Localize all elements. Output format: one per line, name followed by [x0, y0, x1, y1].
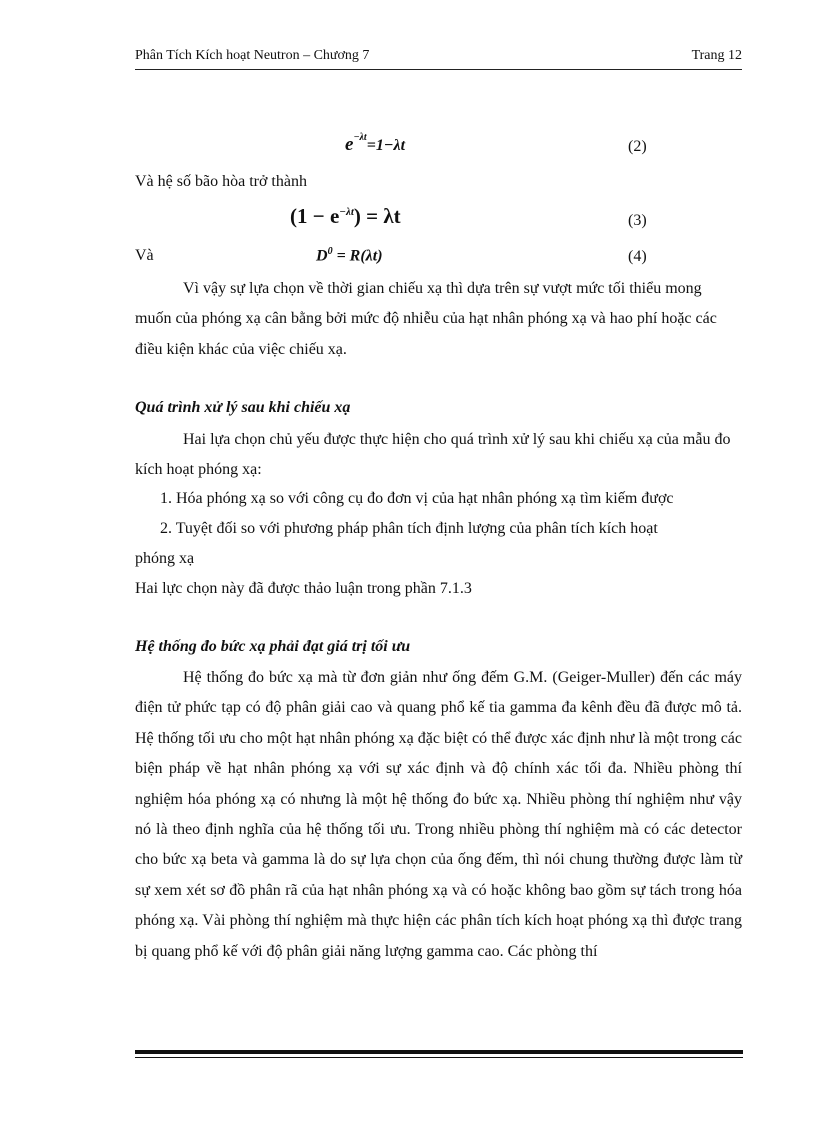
page-header [135, 48, 742, 68]
eq3-intro: Và hệ số bão hòa trở thành [135, 173, 307, 190]
equation-2 [345, 131, 406, 156]
eq4-lhs: D [316, 247, 328, 265]
equation-3 [290, 204, 401, 229]
paragraph-1: Vì vậy sự lựa chọn về thời gian chiếu xạ thì dựa trên sự vượt mức tối thiểu mong muốn của phóng xạ cân bằng bởi mức độ nhiễu của hạt nhân phóng xạ và hao phí hoặc các điều kiện khác của việc chiếu xạ. [135, 280, 717, 358]
eq3-exponent: −λt [339, 206, 354, 218]
footer-rule-thick [135, 1050, 743, 1054]
section-heading-1: Quá trình xử lý sau khi chiếu xạ [135, 399, 351, 416]
eq2-base: e [345, 134, 354, 155]
header-title: Phân Tích Kích hoạt Neutron – Chương 7 [135, 48, 370, 63]
eq4-superscript: 0 [327, 246, 333, 257]
eq4-intro: Và [135, 247, 154, 264]
paragraph-2: Hai lựa chọn chủ yếu được thực hiện cho quá trình xử lý sau khi chiếu xạ của mẫu đo kích hoạt phóng xạ: [135, 431, 731, 479]
eq2-exponent: −λt [353, 131, 367, 143]
header-page-number: Trang 12 [691, 48, 742, 63]
eq3-rhs: ) = λt [353, 204, 401, 228]
list-item-2-continued: phóng xạ [135, 550, 195, 567]
equation-4-number: (4) [628, 248, 647, 265]
eq3-lhs: (1 − e [290, 204, 340, 228]
equation-4 [316, 246, 383, 265]
eq4-rhs: = R(λt) [332, 247, 383, 265]
equation-2-number: (2) [628, 138, 647, 155]
section-heading-2: Hệ thống đo bức xạ phải đạt giá trị tối ưu [135, 638, 411, 655]
header-rule [135, 69, 742, 70]
eq2-rhs: =1−λt [366, 137, 406, 154]
list-item-1: 1. Hóa phóng xạ so với công cụ đo đơn vị của hạt nhân phóng xạ tìm kiếm được [160, 490, 674, 507]
paragraph-3: Hai lực chọn này đã được thảo luận trong phần 7.1.3 [135, 580, 472, 597]
footer-rule-thin [135, 1057, 743, 1058]
paragraph-4: Hệ thống đo bức xạ mà từ đơn giản như ống đếm G.M. (Geiger-Muller) đến các máy điện tử phức tạp có độ phân giải cao và quang phổ kế tia gamma đa kênh đều đã được mô tả. Hệ thống tối ưu cho một hạt nhân phóng xạ đặc biệt có thể được xác định như là một trong các biện pháp về hạt nhân phóng xạ với sự xác định và độ chính xác tối đa. Nhiều phòng thí nghiệm hóa phóng xạ có nhưng là một hệ thống đo bức xạ. Nhiều phòng thí nghiệm như vậy nó là theo định nghĩa của hệ thống tối ưu. Trong nhiều phòng thí nghiệm mà có các detector cho bức xạ beta và gamma là do sự lựa chọn của ống đếm, thì nói chung thường được làm từ sự xem xét sơ đồ phân rã của hạt nhân phóng xạ và có hoặc không bao gồm sự tách trong hóa phóng xạ. Vài phòng thí nghiệm mà thực hiện các phân tích kích hoạt phóng xạ thì được trang bị quang phổ kế với độ phân giải năng lượng gamma cao. Các phòng thí [135, 669, 742, 960]
list-item-2: 2. Tuyệt đối so với phương pháp phân tích định lượng của phân tích kích hoạt [160, 520, 658, 537]
equation-3-number: (3) [628, 212, 647, 229]
